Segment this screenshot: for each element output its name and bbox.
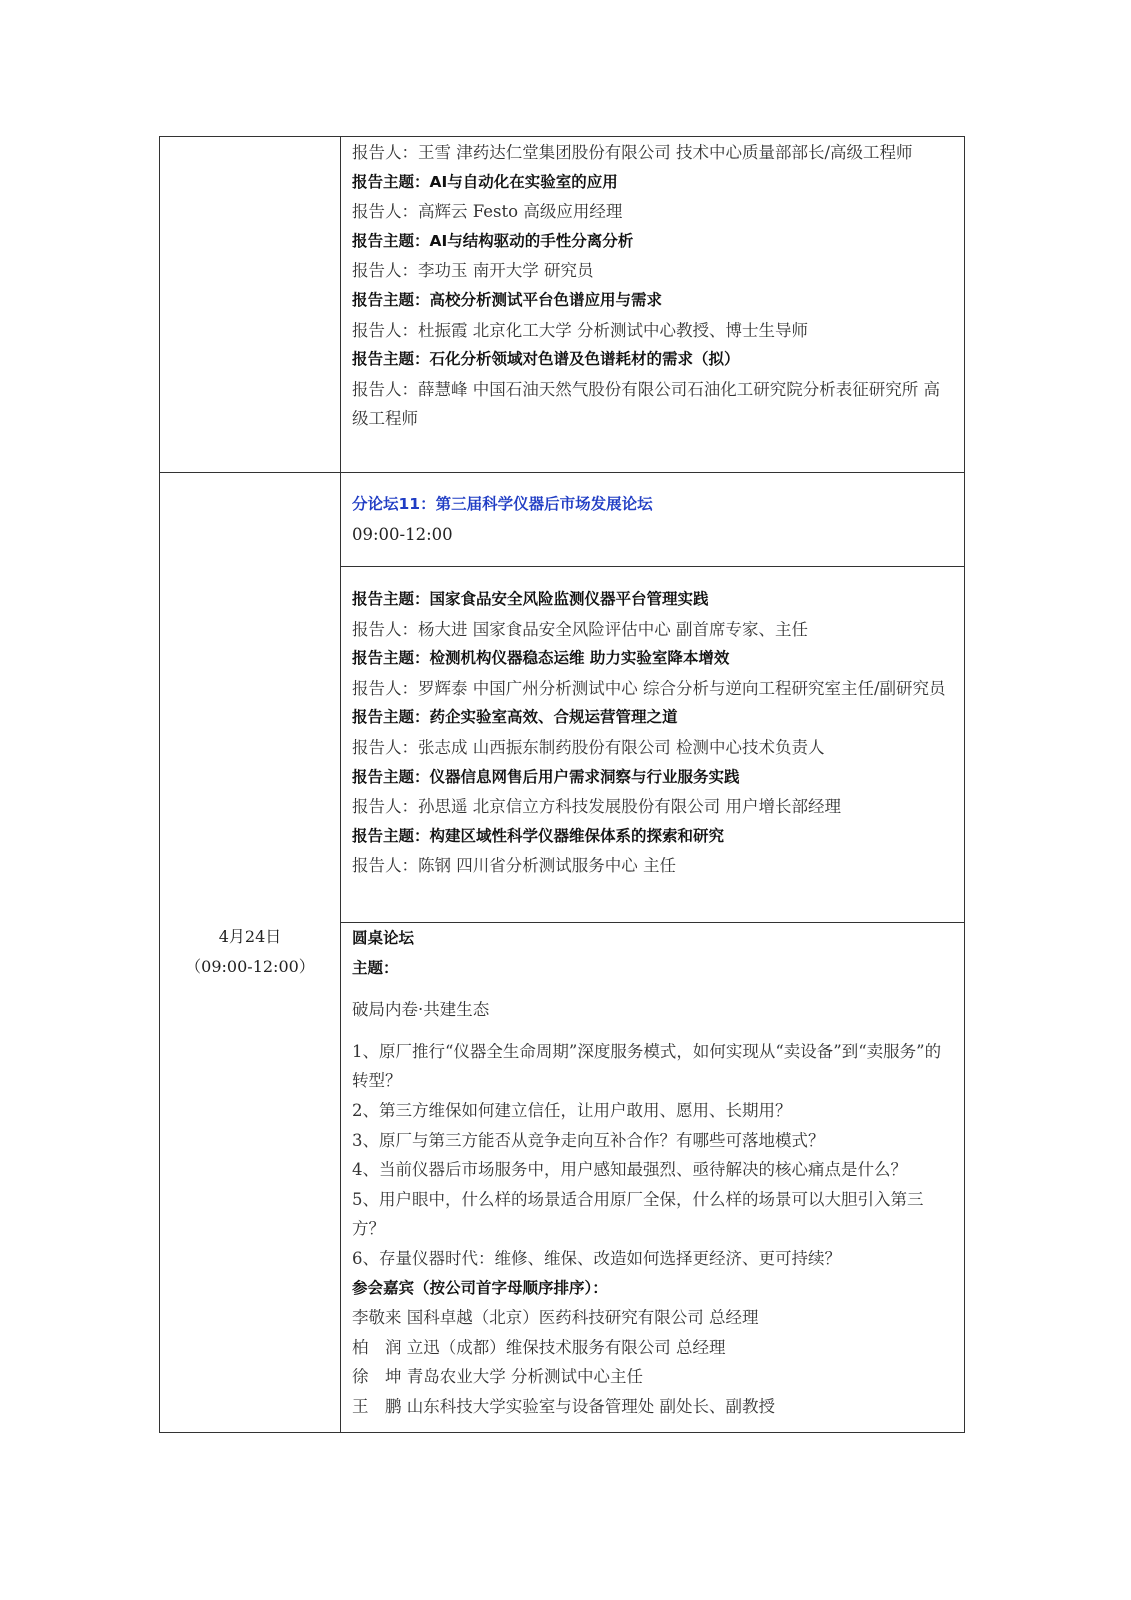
speaker-line: 报告人：王雪 津药达仁堂集团股份有限公司 技术中心质量部部长/高级工程师 bbox=[352, 143, 913, 162]
roundtable-question: 5、用户眼中，什么样的场景适合用原厂全保，什么样的场景可以大胆引入第三方？ bbox=[352, 1189, 924, 1239]
guest-line: 王 鹏 山东科技大学实验室与设备管理处 副处长、副教授 bbox=[352, 1396, 775, 1416]
roundtable-question: 1、原厂推行“仪器全生命周期”深度服务模式，如何实现从“卖设备”到“卖服务”的转型？ bbox=[352, 1041, 942, 1091]
session-time: （09:00-12:00） bbox=[185, 957, 315, 977]
roundtable-subject-label: 主题： bbox=[352, 958, 399, 977]
report-topic: 报告主题：检测机构仪器稳态运维 助力实验室降本增效 bbox=[352, 649, 730, 668]
guest-line: 柏 润 立迅（成都）维保技术服务有限公司 总经理 bbox=[352, 1337, 726, 1357]
date-cell bbox=[160, 473, 341, 1433]
roundtable-question: 6、存量仪器时代：维修、维保、改造如何选择更经济、更可持续？ bbox=[352, 1248, 841, 1268]
speaker-line: 报告人：孙思遥 北京信立方科技发展股份有限公司 用户增长部经理 bbox=[352, 797, 841, 817]
report-topic: 报告主题：仪器信息网售后用户需求洞察与行业服务实践 bbox=[352, 767, 740, 786]
guest-line: 徐 坤 青岛农业大学 分析测试中心主任 bbox=[352, 1367, 643, 1387]
roundtable-question: 4、当前仪器后市场服务中，用户感知最强烈、亟待解决的核心痛点是什么？ bbox=[352, 1160, 907, 1180]
schedule-table bbox=[159, 136, 965, 1433]
report-topic: 报告主题：AI与自动化在实验室的应用 bbox=[352, 172, 618, 191]
roundtable-subject: 破局内卷·共建生态 bbox=[352, 1000, 490, 1020]
roundtable-heading: 圆桌论坛 bbox=[352, 929, 415, 947]
guests-label: 参会嘉宾（按公司首字母顺序排序）： bbox=[352, 1278, 608, 1297]
guest-line: 李敬来 国科卓越（北京）医药科技研究有限公司 总经理 bbox=[352, 1308, 759, 1328]
speaker-line: 报告人：薛慧峰 中国石油天然气股份有限公司石油化工研究院分析表征研究所 高级工程师 bbox=[352, 379, 940, 429]
roundtable-cell bbox=[341, 923, 965, 1433]
speaker-line: 报告人：陈钢 四川省分析测试服务中心 主任 bbox=[352, 856, 676, 876]
speaker-line: 报告人：李功玉 南开大学 研究员 bbox=[352, 261, 594, 281]
forum-title: 分论坛11：第三届科学仪器后市场发展论坛 bbox=[352, 495, 653, 513]
schedule-row-previous bbox=[160, 137, 965, 473]
report-topic: 报告主题：AI与结构驱动的手性分离分析 bbox=[352, 231, 634, 250]
report-topic: 报告主题：国家食品安全风险监测仪器平台管理实践 bbox=[352, 590, 709, 608]
roundtable-question: 2、第三方维保如何建立信任，让用户敢用、愿用、长期用？ bbox=[352, 1100, 792, 1120]
session-date: 4月24日 bbox=[218, 927, 282, 947]
report-list bbox=[341, 567, 965, 923]
report-topic: 报告主题：药企实验室高效、合规运营管理之道 bbox=[352, 708, 678, 727]
speaker-line: 报告人：张志成 山西振东制药股份有限公司 检测中心技术负责人 bbox=[352, 737, 825, 757]
speaker-line: 报告人：杜振霞 北京化工大学 分析测试中心教授、博士生导师 bbox=[352, 320, 808, 340]
speaker-line: 报告人：罗辉泰 中国广州分析测试中心 综合分析与逆向工程研究室主任/副研究员 bbox=[352, 678, 946, 698]
report-topic: 报告主题：构建区域性科学仪器维保体系的探索和研究 bbox=[352, 826, 725, 845]
date-cell-empty bbox=[160, 137, 341, 473]
forum-time: 09:00-12:00 bbox=[352, 524, 453, 544]
report-topic: 报告主题：石化分析领域对色谱及色谱耗材的需求（拟） bbox=[352, 350, 740, 369]
report-list-previous bbox=[341, 137, 965, 473]
speaker-line: 报告人：杨大进 国家食品安全风险评估中心 副首席专家、主任 bbox=[352, 619, 808, 639]
schedule-row-forum-header bbox=[160, 473, 965, 567]
report-topic: 报告主题：高校分析测试平台色谱应用与需求 bbox=[352, 290, 663, 309]
speaker-line: 报告人：高辉云 Festo 高级应用经理 bbox=[352, 202, 623, 222]
forum-header-cell bbox=[341, 473, 965, 567]
roundtable-question: 3、原厂与第三方能否从竞争走向互补合作？有哪些可落地模式？ bbox=[352, 1130, 825, 1150]
